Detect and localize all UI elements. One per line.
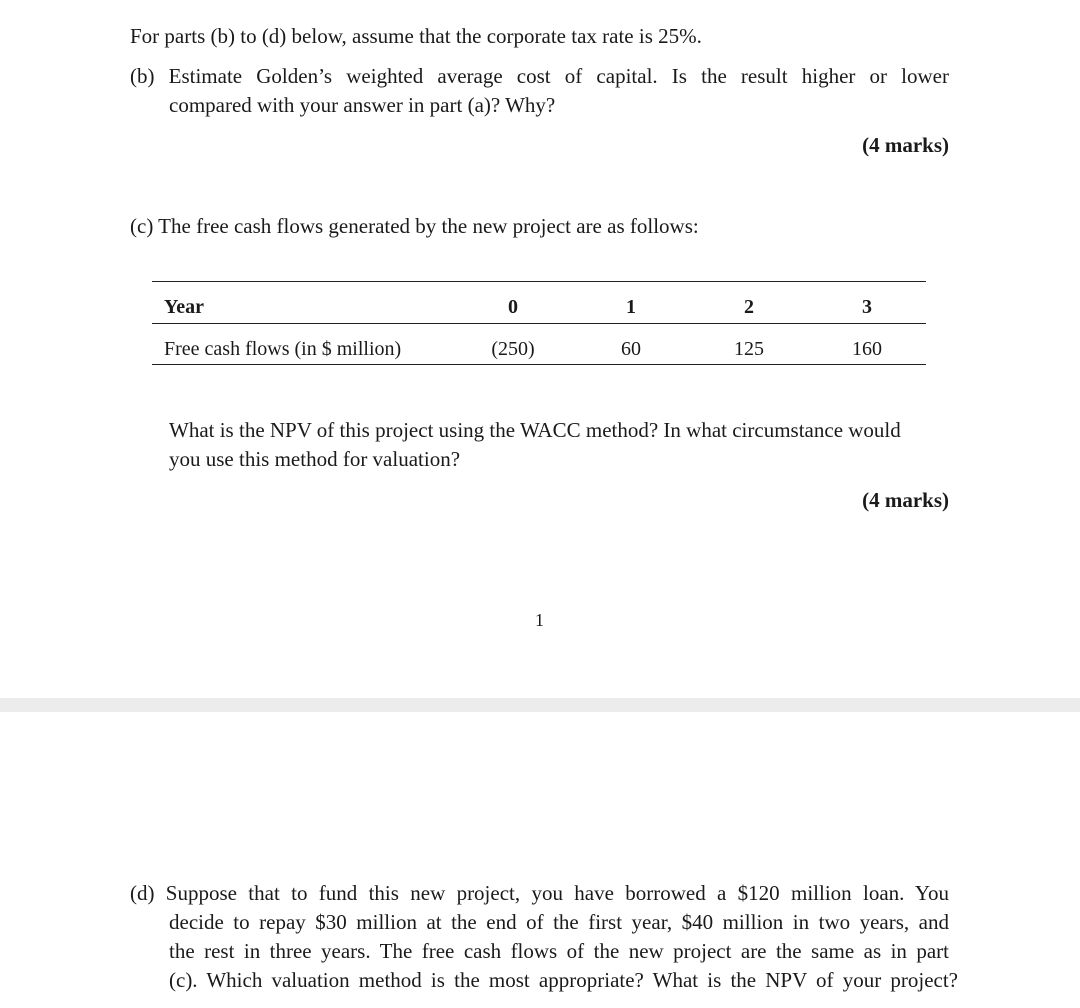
table-cell-year-3: 160	[852, 338, 882, 360]
table-header-label: Year	[164, 296, 204, 318]
table-bottom-rule	[152, 364, 926, 365]
part-b-line-1: (b) Estimate Golden’s weighted average cost of capital. Is the result higher or lower	[130, 64, 949, 88]
part-c-question-line-1: What is the NPV of this project using the WACC method? In what circumstance would	[169, 418, 901, 442]
page-separator	[0, 698, 1080, 712]
part-c-intro: (c) The free cash flows generated by the new project are as follows:	[130, 214, 699, 238]
table-cell-year-0: (250)	[491, 338, 535, 360]
part-c-marks: (4 marks)	[862, 488, 949, 512]
part-d-line-3: the rest in three years. The free cash flows of the new project are the same as in part	[169, 939, 949, 963]
table-header-year-0: 0	[508, 296, 518, 318]
table-row-label: Free cash flows (in $ million)	[164, 338, 402, 360]
table-header-year-2: 2	[744, 296, 754, 318]
table-header-year-1: 1	[626, 296, 636, 318]
intro-text: For parts (b) to (d) below, assume that the corporate tax rate is 25%.	[130, 24, 702, 48]
part-b-line-2: compared with your answer in part (a)? Why?	[169, 93, 556, 117]
part-d-line-4: (c). Which valuation method is the most appropriate? What is the NPV of your project?	[169, 968, 958, 992]
table-header-rule	[152, 323, 926, 324]
document-page-2	[0, 712, 1080, 1008]
part-c-question-line-2: you use this method for valuation?	[169, 447, 461, 471]
table-cell-year-2: 125	[734, 338, 764, 360]
part-d-line-1: (d) Suppose that to fund this new project, you have borrowed a $120 million loan. You	[130, 881, 949, 905]
part-b-marks: (4 marks)	[862, 133, 949, 157]
part-d-line-2: decide to repay $30 million at the end of the first year, $40 million in two years, and	[169, 910, 949, 934]
page-number: 1	[535, 610, 544, 630]
table-top-rule	[152, 281, 926, 282]
table-header-year-3: 3	[862, 296, 872, 318]
table-cell-year-1: 60	[621, 338, 641, 360]
